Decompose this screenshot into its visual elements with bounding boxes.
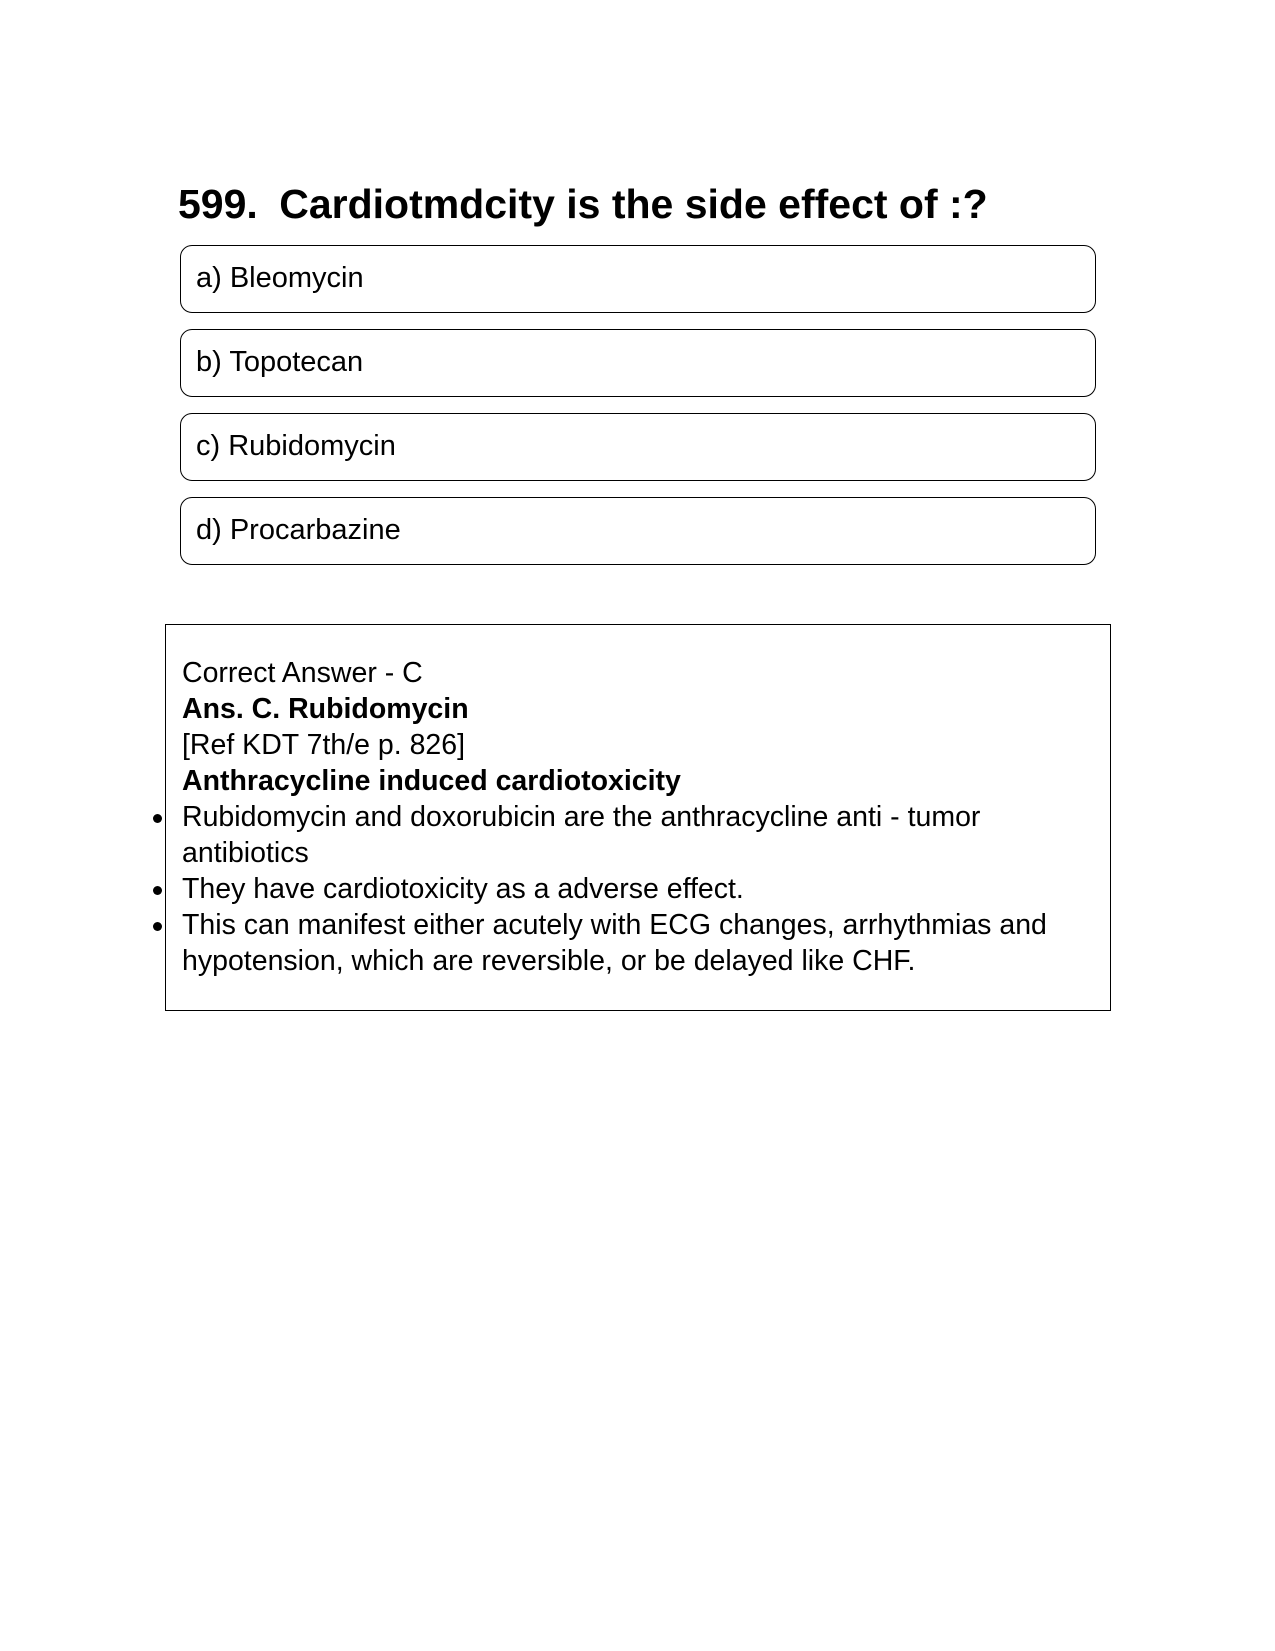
question-text: Cardiotmdcity is the side effect of :? bbox=[279, 181, 988, 227]
bullet-text-continued: antibiotics bbox=[182, 837, 309, 869]
option-c[interactable]: c) Rubidomycin bbox=[180, 413, 1096, 481]
section-heading: Anthracycline induced cardiotoxicity bbox=[182, 765, 681, 797]
explanation-bullet-list bbox=[182, 799, 1092, 979]
option-a[interactable]: a) Bleomycin bbox=[180, 245, 1096, 313]
option-b[interactable]: b) Topotecan bbox=[180, 329, 1096, 397]
bullet-item bbox=[182, 871, 1092, 907]
bullet-item bbox=[182, 907, 1092, 979]
answer-title: Ans. C. Rubidomycin bbox=[182, 693, 469, 725]
correct-answer-line: Correct Answer - C bbox=[182, 657, 423, 689]
bullet-item bbox=[182, 799, 1092, 871]
bullet-text-continued: hypotension, which are reversible, or be delayed like CHF. bbox=[182, 945, 916, 977]
answer-options bbox=[180, 245, 1096, 581]
answer-explanation-box bbox=[165, 624, 1111, 1011]
bullet-text: Rubidomycin and doxorubicin are the anthracycline anti - tumor bbox=[182, 801, 981, 833]
option-d[interactable]: d) Procarbazine bbox=[180, 497, 1096, 565]
question-heading bbox=[178, 178, 1098, 230]
reference-line: [Ref KDT 7th/e p. 826] bbox=[182, 729, 466, 761]
question-number: 599. bbox=[178, 181, 258, 227]
bullet-text: This can manifest either acutely with ECG changes, arrhythmias and bbox=[182, 909, 1047, 941]
bullet-text: They have cardiotoxicity as a adverse effect. bbox=[182, 873, 744, 905]
answer-content bbox=[182, 655, 1092, 979]
